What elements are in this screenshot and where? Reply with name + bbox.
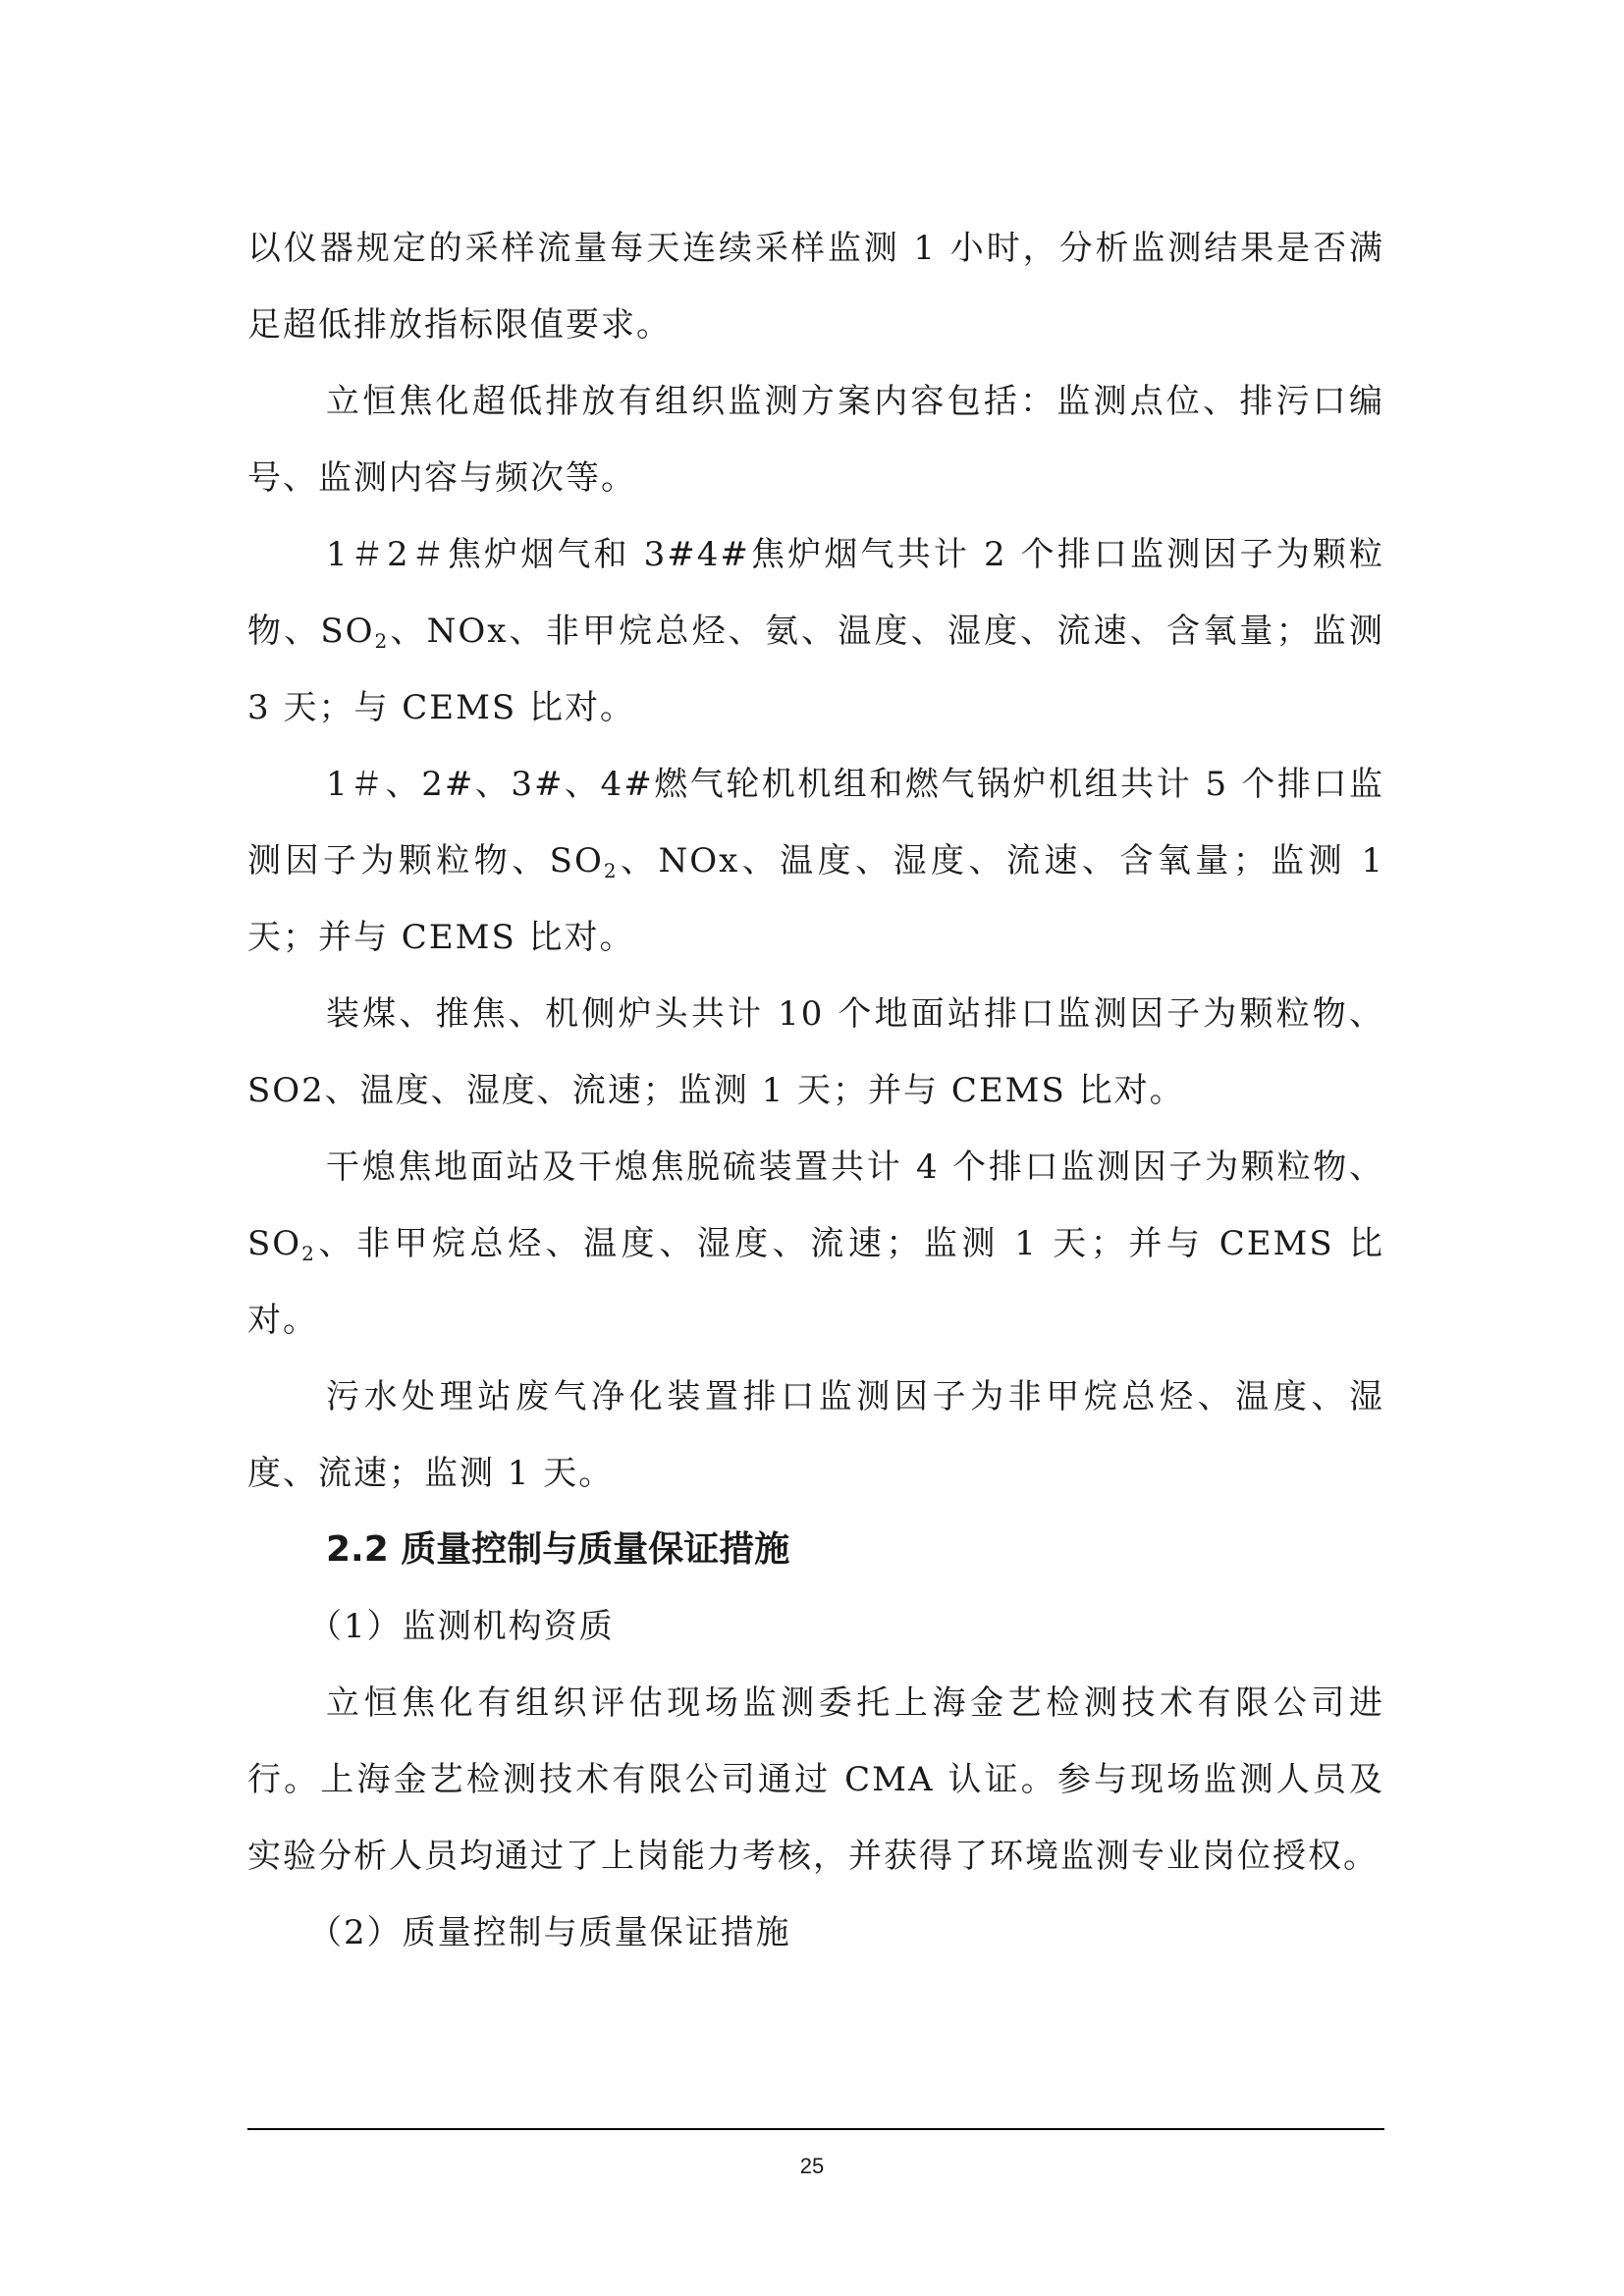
paragraph-wastewater: 污水处理站废气净化装置排口监测因子为非甲烷总烃、温度、湿度、流速；监测 1 天。 [247,1377,1384,1493]
page-body [247,210,1384,1971]
text-part: 干熄焦地面站及干熄焦脱硫装置共计 4 个排口监测因子为颗粒物、SO [247,1148,1384,1263]
text-part: 1＃2＃焦炉烟气和 3#4#焦炉烟气共计 2 个排口监测因子为颗粒物、SO [247,535,1384,651]
text-part: 1＃、2#、3#、4#燃气轮机机组和燃气锅炉机组共计 5 个排口监测因子为颗粒物、SO [247,765,1384,881]
paragraph-sampling: 以仪器规定的采样流量每天连续采样监测 1 小时，分析监测结果是否满足超低排放指标限值要求。 [247,229,1384,345]
paragraph-dry-quenching [247,1129,1384,1359]
subscript: 2 [603,859,619,882]
paragraph-plan-content: 立恒焦化超低排放有组织监测方案内容包括：监测点位、排污口编号、监测内容与频次等。 [247,382,1384,498]
paragraph-ground-station: 装煤、推焦、机侧炉头共计 10 个地面站排口监测因子为颗粒物、SO2、温度、湿度、流速；监测 1 天；并与 CEMS 比对。 [247,994,1384,1110]
paragraph-coke-oven [247,516,1384,746]
item-heading-qc: （2）质量控制与质量保证措施 [308,1913,791,1952]
text-part: 、NOx、温度、湿度、流速、含氧量；监测 1 天；并与 CEMS 比对。 [247,841,1384,957]
item-heading-qualification: （1）监测机构资质 [308,1607,615,1646]
subscript: 2 [374,629,390,653]
paragraph-gas-turbine [247,746,1384,976]
page-number: 25 [799,2154,825,2178]
text-part: 、非甲烷总烃、温度、湿度、流速；监测 1 天；并与 CEMS 比对。 [247,1224,1384,1340]
section-heading: 2.2 质量控制与质量保证措施 [326,1529,790,1570]
subscript: 2 [301,1242,316,1265]
footer-divider [247,2128,1384,2130]
paragraph-qualification: 立恒焦化有组织评估现场监测委托上海金艺检测技术有限公司进行。上海金艺检测技术有限公司通过 CMA 认证。参与现场监测人员及实验分析人员均通过了上岗能力考核，并获得了环境监测专业岗位授权。 [247,1683,1384,1876]
text-part: 、NOx、非甲烷总烃、氨、温度、湿度、流速、含氧量；监测 3 天；与 CEMS 比对。 [247,612,1384,727]
